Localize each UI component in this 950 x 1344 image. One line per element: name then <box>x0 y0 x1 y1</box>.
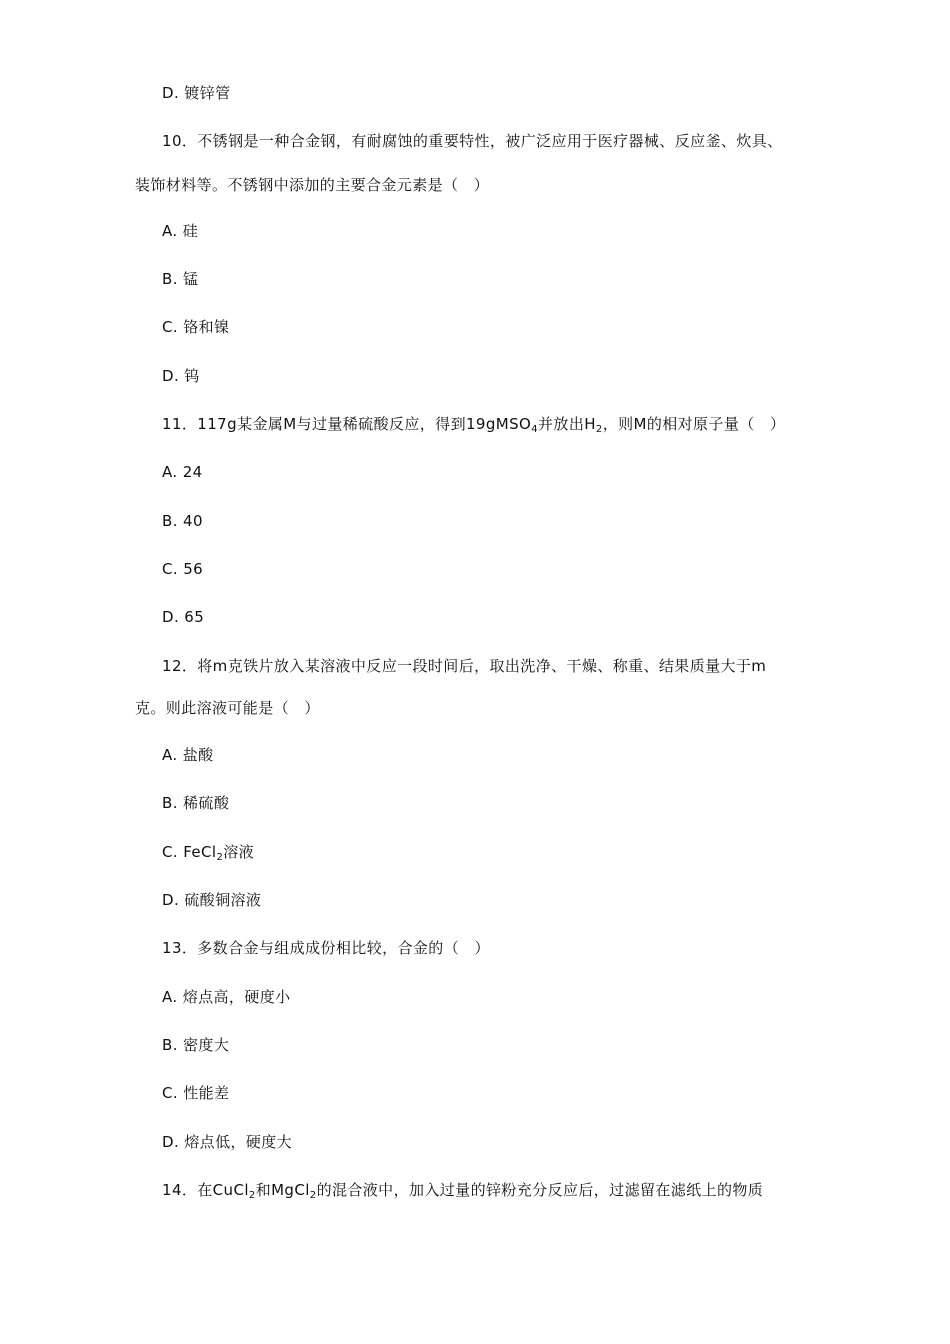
q10-option-b: B. 锰 <box>162 270 199 288</box>
q11-sub-4: 4 <box>531 424 539 435</box>
q12-option-b: B. 稀硫酸 <box>162 794 230 812</box>
q12-option-a: A. 盐酸 <box>162 746 214 764</box>
q11-sub-2: 2 <box>595 424 603 435</box>
q11-text-b: 并放出H <box>538 415 596 433</box>
q14-text-a: 14．在CuCl <box>162 1181 249 1199</box>
q10-option-c: C. 铬和镍 <box>162 318 230 336</box>
q12-option-c <box>162 842 254 862</box>
q13-option-d: D. 熔点低，硬度大 <box>162 1133 293 1151</box>
q11-stem <box>162 414 785 434</box>
q10-stem-line2: 装饰材料等。不锈钢中添加的主要合金元素是（ ） <box>135 176 490 194</box>
q10-option-a: A. 硅 <box>162 222 199 240</box>
q10-stem-line1: 10．不锈钢是一种合金钢，有耐腐蚀的重要特性，被广泛应用于医疗器械、反应釜、炊具、 <box>162 132 783 150</box>
q13-option-b: B. 密度大 <box>162 1036 230 1054</box>
q10-option-d: D. 钨 <box>162 367 200 385</box>
q12-option-d: D. 硫酸铜溶液 <box>162 891 262 909</box>
q14-stem <box>162 1180 763 1200</box>
q12-stem-line1: 12．将m克铁片放入某溶液中反应一段时间后，取出洗净、干燥、称重、结果质量大于m <box>162 657 767 675</box>
q14-text-c: 的混合液中，加入过量的锌粉充分反应后，过滤留在滤纸上的物质 <box>316 1181 764 1199</box>
q11-option-b: B. 40 <box>162 512 203 530</box>
q11-option-c: C. 56 <box>162 560 204 578</box>
q11-option-d: D. 65 <box>162 608 205 626</box>
q11-text-c: ，则M的相对原子量（ ） <box>602 415 786 433</box>
q14-sub-2a: 2 <box>248 1190 256 1201</box>
q11-text-a: 11．117g某金属M与过量稀硫酸反应，得到19gMSO <box>162 415 532 433</box>
q13-stem: 13．多数合金与组成成份相比较，合金的（ ） <box>162 939 490 957</box>
q14-text-b: 和MgCl <box>255 1181 310 1199</box>
q11-option-a: A. 24 <box>162 463 203 481</box>
q12-c-text-a: C. FeCl <box>162 843 217 861</box>
q13-option-a: A. 熔点高，硬度小 <box>162 988 291 1006</box>
q12-stem-line2: 克。则此溶液可能是（ ） <box>135 699 320 717</box>
q12-c-text-b: 溶液 <box>223 843 255 861</box>
q12-c-sub-2: 2 <box>216 852 224 863</box>
q9-option-d: D. 镀锌管 <box>162 84 231 102</box>
q13-option-c: C. 性能差 <box>162 1084 230 1102</box>
q14-sub-2b: 2 <box>309 1190 317 1201</box>
